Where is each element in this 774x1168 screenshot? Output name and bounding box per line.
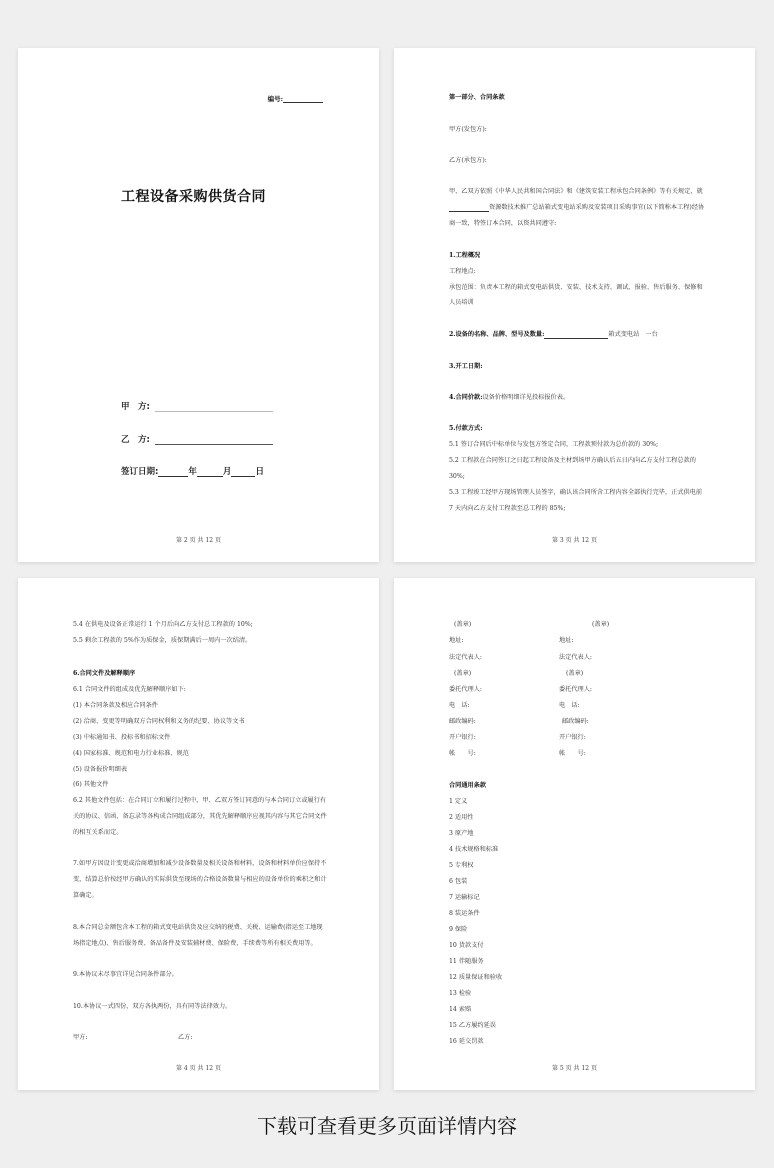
list-item: 5 专利权 (449, 862, 474, 869)
address-right: 地址: (559, 637, 574, 644)
account-right: 帐 号: (559, 750, 586, 757)
document-page-5 (394, 578, 755, 1090)
legal-rep-right: 法定代表人: (559, 654, 593, 661)
list-item: (2) 洽商、变更等明确双方合同权利和义务的纪要、协议等文书 (73, 718, 245, 725)
bank-left: 开户银行: (449, 734, 476, 741)
list-item: (3) 中标通知书、投标书和招标文件 (73, 734, 171, 741)
general-terms-heading: 合同通用条款 (449, 782, 487, 789)
phone-left: 电 话: (449, 702, 470, 709)
clause-7c: 算确定。 (73, 892, 98, 899)
section-5-3b: 7 天内向乙方支付工程款至总工程的 85%; (449, 505, 566, 512)
seal-left: (盖章) (454, 621, 472, 628)
list-item: 8 装运条件 (449, 910, 480, 917)
list-item: 14 索赔 (449, 1006, 472, 1013)
contract-number (268, 94, 323, 103)
day-blank (231, 467, 255, 477)
clause-7a: 7.如甲方因设计变更或洽商增加和减少设备数量及相关设备和材料，设备和材料单价应保持不 (73, 860, 327, 867)
section-6-heading: 6.合同文件及解释顺序 (73, 670, 136, 677)
clause-6-2c: 的相互关系而定。 (73, 829, 123, 836)
list-item: 6 包装 (449, 878, 468, 885)
party-b-field (121, 433, 273, 445)
section-5-3a: 5.3 工程竣工经甲方现场管理人员签字，确认该合同所含工程内容全部执行完毕，正式供电前 (449, 489, 703, 496)
intro-line-3: 商一致，特签订本合同，以资共同遵守: (449, 220, 557, 227)
month-label: 月 (222, 467, 232, 477)
page-title: 工程设备采购供货合同 (121, 189, 266, 205)
list-item: 9 保险 (449, 926, 468, 933)
seal-right: (盖章) (592, 621, 610, 628)
section-5-2a: 5.2 工程款在合同签订之日起工程设备及主材到场甲方确认后五日内向乙方支付工程总款的 (449, 457, 696, 464)
section-5-1: 5.1 签订合同后中标单位与发包方签定合同，工程款预付款为总价款的 30%; (449, 441, 659, 448)
page-footer: 第 4 页 共 12 页 (176, 1065, 221, 1072)
document-page-4 (18, 578, 379, 1090)
section-5-heading: 5.付款方式: (449, 425, 483, 432)
party-b-label: 乙 方: (121, 435, 150, 445)
project-name-blank (449, 204, 489, 212)
clause-6-2b: 关的协议、信函、备忘录等各构成合同组成部分，其优先解释顺序应视其内容与其它合同文件 (73, 813, 327, 820)
document-page-3 (394, 48, 755, 562)
list-item: (4) 国家标准、规范和电力行业标准、规范 (73, 750, 189, 757)
section-2-value: 箱式变电站 一台 (608, 331, 658, 338)
list-item: 3 原产地 (449, 830, 474, 837)
section-1-site: 工程地点: (449, 268, 476, 275)
section-3-heading: 3.开工日期: (449, 363, 483, 370)
sign-date-label: 签订日期: (121, 467, 159, 477)
intro-line-2-text: 资源数技术推广总站箱式变电站采购及安装项目采购事宜(以下简称本工程)经协 (489, 204, 705, 211)
day-label: 日 (255, 467, 264, 477)
page-footer: 第 2 页 共 12 页 (176, 537, 221, 544)
party-a-field (121, 400, 273, 412)
document-page-2 (18, 48, 379, 562)
clause-7b: 变，结算总价按经甲方确认的实际供货至现场的合格设备数量与相应的设备单价的乘积之和计 (73, 876, 327, 883)
section-2-heading: 2.设备的名称、品牌、型号及数量: (449, 331, 545, 338)
section-2 (449, 330, 658, 339)
agent-left: 委托代理人: (449, 686, 483, 693)
postcode-left: 邮政编码: (449, 718, 476, 725)
clause-10: 10.本协议一式四份，双方各执两份，具有同等法律效力。 (73, 1003, 232, 1010)
clause-6-1: 6.1 合同文件的组成及优先解释顺序如下: (73, 686, 186, 693)
list-item: 7 运输标记 (449, 894, 480, 901)
clause-5-4: 5.4 在供电及设备正常运行 1 个月后向乙方支付总工程款的 10%; (73, 621, 253, 628)
download-caption: 下载可查看更多页面详情内容 (257, 1114, 517, 1138)
clause-6-2a: 6.2 其他文件包括：在合同订立和履行过程中，甲、乙双方签订同意的与本合同订立或履行有 (73, 797, 327, 804)
page-footer: 第 5 页 共 12 页 (552, 1065, 597, 1072)
section-5-2b: 30%; (449, 473, 465, 480)
party-b-blank (155, 435, 273, 445)
list-item: 11 伴随服务 (449, 958, 484, 965)
account-left: 帐 号: (449, 750, 476, 757)
list-item: (6) 其他文件 (73, 781, 109, 788)
year-label: 年 (188, 467, 197, 477)
seal-left-2: (盖章) (454, 670, 472, 677)
party-a-label: 甲 方: (121, 402, 150, 412)
section-1-scope-2: 人员培训 (449, 299, 474, 306)
year-blank (158, 467, 188, 477)
sign-date-field (121, 465, 264, 477)
section-4-value: 设备价格明细详见投标报价表。 (482, 394, 570, 401)
section-2-blank (544, 331, 608, 339)
seal-right-2: (盖章) (566, 670, 584, 677)
party-a-line: 甲方(发包方): (449, 126, 487, 133)
list-item: 16 延交罚款 (449, 1038, 484, 1045)
clause-8a: 8.本合同总金额包含本工程的箱式变电站供货及应交纳的税费、关税、运输费(指运至工地现 (73, 924, 323, 931)
month-blank (197, 467, 223, 477)
intro-line-2 (449, 203, 704, 212)
phone-right: 电 话: (559, 702, 580, 709)
page-footer: 第 3 页 共 12 页 (552, 537, 597, 544)
list-item: 12 质量保证和验收 (449, 974, 503, 981)
contract-number-blank (283, 94, 323, 103)
agent-right: 委托代理人: (559, 686, 593, 693)
party-a-blank (155, 402, 273, 412)
section-4 (449, 393, 569, 402)
intro-line-1: 甲、乙双方依照《中华人民共和国合同法》和《建筑安装工程承包合同条例》等有关规定，就 (449, 188, 703, 195)
part-heading: 第一部分、合同条款 (449, 94, 505, 101)
legal-rep-left: 法定代表人: (449, 654, 483, 661)
party-b-sign: 乙方: (178, 1034, 193, 1041)
list-item: (1) 本合同条款及相应合同条件 (73, 702, 158, 709)
list-item: (5) 设备报价明细表 (73, 766, 128, 773)
bank-right: 开户银行: (559, 734, 586, 741)
list-item: 4 技术规格和标准 (449, 846, 499, 853)
list-item: 2 适用性 (449, 814, 474, 821)
section-4-heading: 4.合同价款: (449, 394, 483, 401)
list-item: 1 定义 (449, 798, 468, 805)
section-1-heading: 1.工程概况 (449, 252, 481, 259)
postcode-right: 邮政编码: (562, 718, 589, 725)
address-left: 地址: (449, 637, 464, 644)
party-a-sign: 甲方: (73, 1034, 88, 1041)
contract-number-label: 编号: (267, 95, 283, 103)
list-item: 15 乙方履约延误 (449, 1022, 496, 1029)
section-1-scope-1: 承包范围：负责本工程的箱式变电站供货、安装、技术支持、调试、报验、售后服务、保修和 (449, 284, 703, 291)
list-item: 10 货款支付 (449, 942, 484, 949)
clause-9: 9.本协议未尽事宜详见合同条件部分。 (73, 971, 178, 978)
list-item: 13 检验 (449, 990, 472, 997)
clause-5-5: 5.5 剩余工程款的 5%作为质保金，质保期满后一周内一次结清。 (73, 637, 252, 644)
party-b-line: 乙方(承包方): (449, 157, 487, 164)
clause-8b: 场指定地点)、售后服务费、备品备件及安装辅材费、保险费、手续费等所有相关费用等。 (73, 940, 317, 947)
